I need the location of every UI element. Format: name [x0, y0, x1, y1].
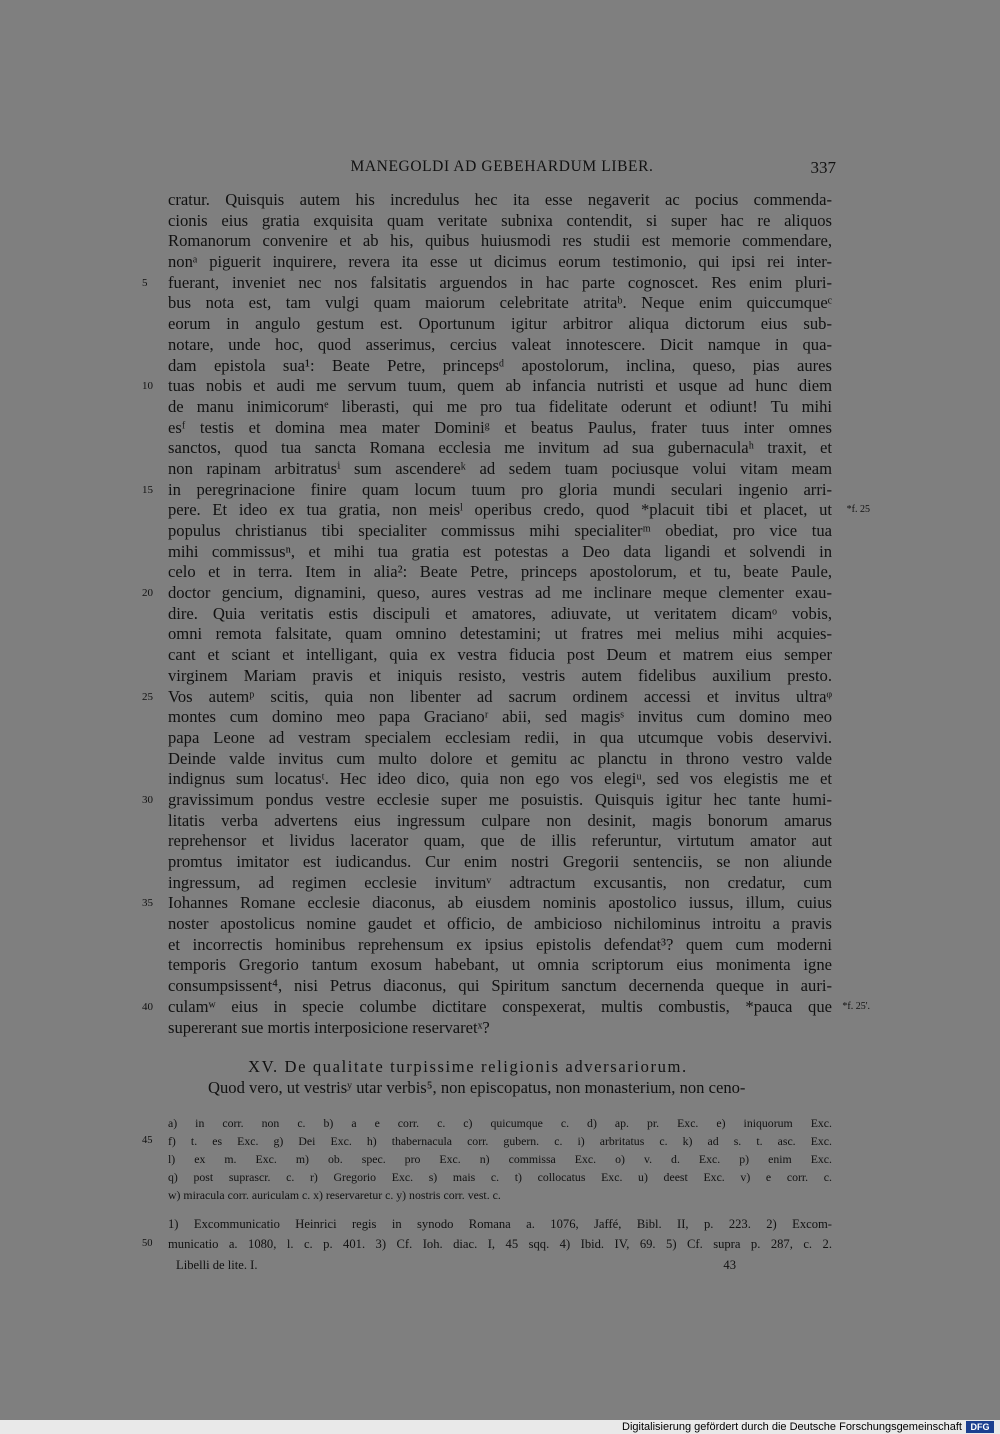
body-line: [168, 604, 832, 625]
line-text: reprehensor et lividus lacerator quam, que de illis referuntur, virtutum amator aut: [168, 831, 832, 851]
line-text: indignus sum locatusᵗ. Hec ideo dico, quia non ego vos elegiᵘ, sed vos elegistis me et: [168, 769, 832, 789]
body-line: [168, 645, 832, 666]
line-text: 1) Excommunicatio Heinrici regis in synodo Romana a. 1076, Jaffé, Bibl. II, p. 223. 2) Excom-: [168, 1217, 832, 1231]
body-line: [168, 190, 832, 211]
line-text: w) miracula corr. auriculam c. x) reservaretur c. y) nostris corr. vest. c.: [168, 1188, 501, 1202]
line-text: consumpsissent⁴, nisi Petrus diaconus, qui Spiritum sanctum decernenda queque in auri-: [168, 976, 832, 996]
line-text: bus nota est, tam vulgi quam maiorum celebritate atritaᵇ. Neque enim quiccumqueᶜ: [168, 293, 832, 313]
body-line: [168, 976, 832, 997]
variant-line: [168, 1150, 832, 1168]
line-text: fuerant, inveniet nec nos falsitatis arguendos in hac parte cognoscet. Res enim pluri-: [168, 272, 832, 292]
line-text: notare, unde hoc, quod asserimus, cercius valeat innotescere. Dicit namque in qua-: [168, 334, 832, 354]
folio-margin-note: *f. 25: [846, 504, 870, 516]
body-line: [168, 935, 832, 956]
folio-margin-note: *f. 25'.: [842, 1000, 870, 1012]
line-text: doctor gencium, dignamini, queso, aures vestras ad me inclinare meque clementer exau-: [168, 583, 832, 603]
line-text: virginem Mariam pravis et iniquis resisto, vestris autem fidelibus auxilium presto.: [168, 665, 832, 685]
body-line: [168, 831, 832, 852]
line-text: mihi commissusⁿ, et mihi tua gratia est potestas a Deo data ligandi et solvendi in: [168, 541, 832, 561]
body-line: [142, 789, 832, 811]
body-line: [168, 231, 832, 252]
body-line: [168, 211, 832, 232]
footnote-line: [168, 1214, 832, 1234]
line-number: 40: [142, 1000, 153, 1013]
signature-left: Libelli de lite. I.: [176, 1258, 258, 1272]
body-line: [168, 707, 832, 728]
variant-line: [168, 1186, 832, 1204]
line-text: cionis eius gratia exquisita quam veritate subnixa contendit, si super hac re aliquos: [168, 210, 832, 230]
body-line: [168, 335, 832, 356]
line-text: gravissimum pondus vestre ecclesie super me posuistis. Quisquis igitur hec tante humi-: [168, 789, 832, 809]
body-line: [168, 666, 832, 687]
line-text: esᶠ testis et domina mea mater Dominiᵍ et beatus Paulus, frater tuus inter omnes: [168, 417, 832, 437]
body-line: [168, 356, 832, 377]
body-line: [168, 1018, 832, 1039]
body-line: [168, 438, 832, 459]
line-text: eorum in angulo gestum est. Oportunum igitur arbitror aliqua dictorum eius sub-: [168, 314, 832, 334]
line-text: pere. Et ideo ex tua gratia, non meisˡ operibus credo, quod *placuit tibi et placet, ut: [168, 500, 832, 520]
body-line: [142, 479, 832, 501]
line-text: Iohannes Romane ecclesie diaconus, ab eiusdem nominis apostolico iussus, illum, cuius: [168, 893, 832, 913]
line-text: populus christianus tibi specialiter commissus mihi specialiterᵐ obediat, pro vice tua: [168, 521, 832, 540]
line-text: supererant sue mortis interposicione reservaretˣ?: [168, 1017, 490, 1037]
line-text: omni remota falsitate, quam omnino detestamini; ut fratres mei melius mihi acquies-: [168, 624, 832, 644]
body-line: [168, 521, 832, 542]
line-text: l) ex m. Exc. m) ob. spec. pro Exc. n) commissa Exc. o) v. d. Exc. p) enim Exc.: [168, 1152, 832, 1166]
line-text: et incorrectis hominibus reprehensum ex ipsius epistolis defendat³? quem cum moderni: [168, 934, 832, 954]
line-text: celo et in terra. Item in alia²: Beate Petre, princeps apostolorum, et tu, beate Paule,: [168, 562, 832, 582]
body-line: [168, 624, 832, 645]
body-line: [168, 749, 832, 770]
variant-line: [168, 1168, 832, 1186]
body-line: [168, 769, 832, 790]
line-text: q) post suprascr. c. r) Gregorio Exc. s) mais c. t) collocatus Exc. u) deest Exc. v) e corr. c.: [168, 1170, 832, 1184]
line-text: non rapinam arbitratusⁱ sum ascendereᵏ ad sedem tuam pociusque volui vitam meam: [168, 458, 832, 478]
body-text: [142, 190, 870, 1038]
line-text: noster apostolicus nomine gaudet et officio, de ambicioso nichilominus introitu a pravis: [168, 914, 832, 934]
line-text: dam epistola sua¹: Beate Petre, princepsᵈ apostolorum, inclina, queso, pias aures: [168, 355, 832, 375]
body-line: [168, 873, 832, 894]
footnotes: [142, 1214, 832, 1254]
body-line: [142, 583, 832, 604]
line-number: 15: [142, 483, 153, 496]
body-line: [168, 811, 832, 832]
page-number: 337: [810, 158, 836, 177]
line-number: 50: [142, 1238, 153, 1249]
line-number: 5: [142, 276, 148, 289]
line-text: f) t. es Exc. g) Dei Exc. h) thabernacula corr. gubern. c. i) arbritatus c. k) ad s. t. asc. Exc.: [168, 1134, 832, 1148]
line-text: in peregrinacione finire quam locum tuum pro gloria mundi seculari ingenio arri-: [168, 479, 832, 499]
line-number: 45: [142, 1135, 153, 1146]
section-heading: XV. De qualitate turpissime religionis adversariorum.: [248, 1057, 688, 1076]
line-text: litatis verba advertens eius ingressum culpare non desinit, magis bonorum amarus: [168, 810, 832, 830]
line-text: tuas nobis et audi me servum tuum, quem ab infancia nutristi et usque ad hunc diem: [168, 376, 832, 396]
line-text: Vos autemᵖ scitis, quia non libenter ad sacrum ordinem accessi et invitus ultraᵠ: [168, 686, 832, 706]
line-text: dire. Quia veritatis estis discipuli et amatores, adiuvate, ut veritatem dicamᵒ vobis,: [168, 603, 832, 623]
line-text: Romanorum convenire et ab his, quibus huiusmodi res studii est memorie commendare,: [168, 231, 832, 251]
credit-bar: [0, 1420, 1000, 1434]
line-text: de manu inimicorumᵉ liberasti, qui me pro tua fidelitate oderunt et odiunt! Tu mihi: [168, 396, 832, 416]
credit-text: Digitalisierung gefördert durch die Deutsche Forschungsgemeinschaft: [622, 1421, 962, 1433]
line-text: nonᵃ piguerit inquirere, revera ita esse ut dicimus eorum testimonio, qui ipsi rei inter-: [168, 252, 832, 272]
body-line: [168, 314, 832, 335]
body-line: [142, 272, 832, 294]
body-line: [168, 500, 870, 521]
line-number: 10: [142, 380, 153, 393]
body-line: [168, 914, 832, 935]
running-head: MANEGOLDI AD GEBEHARDUM LIBER.: [350, 158, 654, 175]
line-text: temporis Gregorio tantum exosum habebant, ut omnia scriptorum eius monimenta igne: [168, 955, 832, 975]
line-text: a) in corr. non c. b) a e corr. c. c) quicumque c. d) ap. pr. Exc. e) iniquorum Exc.: [168, 1116, 832, 1130]
body-line: [142, 376, 832, 397]
footnote-line: [142, 1234, 832, 1254]
line-number: 35: [142, 897, 153, 910]
dfg-logo: DFG: [966, 1421, 994, 1433]
line-text: cratur. Quisquis autem his incredulus hec ita esse negaverit ac pocius commenda-: [168, 190, 832, 209]
line-text: montes cum domino meo papa Gracianoʳ abii, sed magisˢ invitus cum domino meo: [168, 707, 832, 727]
body-line: [168, 459, 832, 480]
signature-right: 43: [723, 1258, 736, 1272]
page-header: [168, 158, 836, 180]
body-line: [168, 852, 832, 873]
body-line: [168, 397, 832, 418]
body-line: [168, 252, 832, 273]
body-line: [142, 996, 870, 1018]
line-text: promtus imitator est iudicandus. Cur enim nostri Gregorii sentenciis, se non aliunde: [168, 852, 832, 871]
line-number: 20: [142, 587, 153, 600]
line-text: cant et sciant et intelligant, quia ex vestra fiducia post Deum et matrem eius semper: [168, 645, 832, 665]
variant-line: [142, 1132, 832, 1150]
variant-line: [168, 1114, 832, 1132]
body-line: [168, 728, 832, 749]
line-number: 25: [142, 690, 153, 703]
line-text: Deinde valde invitus cum multo dolore et gemitu ac planctu in throno vestro valde: [168, 748, 832, 768]
body-line: [168, 293, 832, 314]
line-text: culamʷ eius in specie columbe dictitare conspexerat, multis combustis, *pauca que: [168, 996, 832, 1016]
body-line: [168, 418, 832, 439]
line-text: sanctos, quod tua sancta Romana ecclesia me invitum ad sua gubernaculaʰ traxit, et: [168, 438, 832, 458]
line-text: municatio a. 1080, l. c. p. 401. 3) Cf. Ioh. diac. I, 45 sqq. 4) Ibid. IV, 69. 5) Cf. supra p. 287, c. 2.: [168, 1237, 832, 1251]
body-line: [168, 562, 832, 583]
body-line: Quod vero, ut vestrisʸ utar verbis⁵, non episcopatus, non monasterium, non ceno-: [208, 1078, 746, 1097]
apparatus-criticus: [142, 1114, 832, 1204]
line-text: papa Leone ad vestram specialem ecclesiam redii, in qua utcumque vobis deservivi.: [168, 727, 832, 747]
body-line: [142, 893, 832, 914]
body-line: [168, 955, 832, 976]
body-line: [168, 542, 832, 563]
body-line: [142, 686, 832, 708]
line-number: 30: [142, 793, 153, 806]
line-text: ingressum, ad regimen ecclesie invitumᵛ adtractum excusantis, non credatur, cum: [168, 872, 832, 892]
